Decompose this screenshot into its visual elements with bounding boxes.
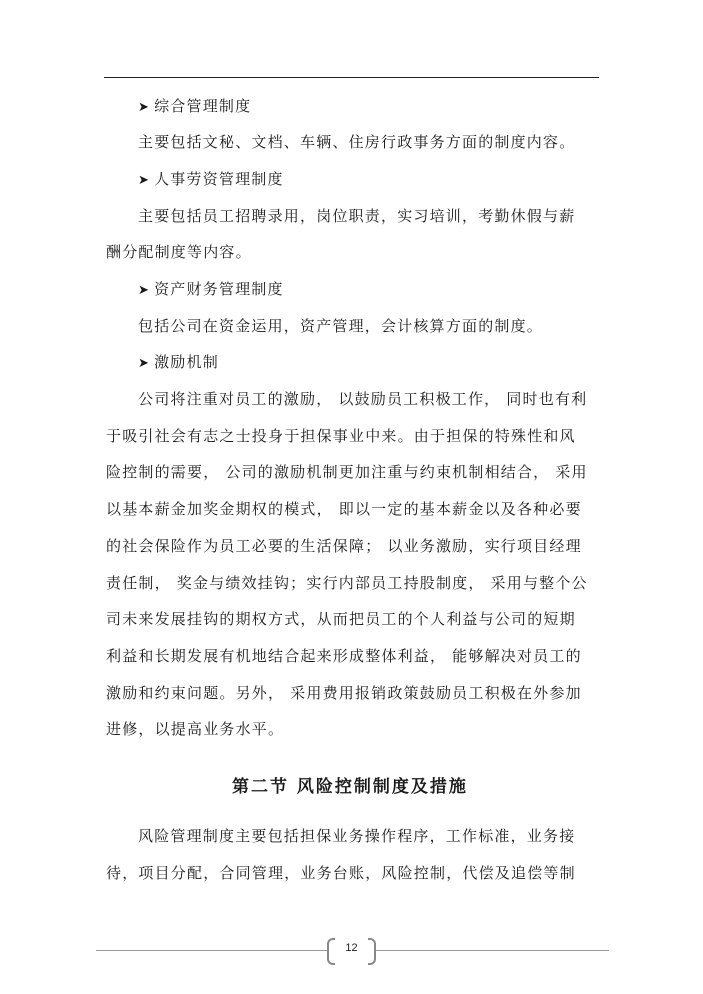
paragraph-line: 险控制的需要， 公司的激励机制更加注重与约束机制相结合， 采用 — [106, 463, 588, 481]
paragraph-line: 责任制， 奖金与绩效挂钩；实行内部员工持股制度， 采用与整个公 — [106, 574, 588, 592]
paragraph-line: 公司将注重对员工的激励， 以鼓励员工积极工作， 同时也有利 — [138, 390, 588, 408]
paragraph-line: 待，项目分配，合同管理，业务台账，风险控制，代偿及追偿等制 — [106, 864, 576, 882]
paragraph-line: 进修，以提高业务水平。 — [106, 720, 285, 738]
paragraph-line: 主要包括文秘、文档、车辆、住房行政事务方面的制度内容。 — [138, 133, 576, 151]
paragraph-line: 主要包括员工招聘录用，岗位职责，实习培训，考勤休假与薪 — [138, 207, 576, 225]
paragraph-line: 利益和长期发展有机地结合起来形成整体利益， 能够解决对员工的 — [106, 647, 582, 665]
arrow-bullet-icon: ➤ — [138, 356, 151, 371]
heading-general-management: ➤ 综合管理制度 — [138, 96, 251, 118]
arrow-bullet-icon: ➤ — [138, 283, 151, 298]
paragraph-line: 的社会保险作为员工必要的生活保障； 以业务激励，实行项目经理 — [106, 537, 582, 555]
paragraph-line: 风险管理制度主要包括担保业务操作程序，工作标准，业务接 — [138, 827, 576, 845]
paragraph-line: 酬分配制度等内容。 — [106, 243, 252, 261]
paragraph-line: 激励和约束问题。另外， 采用费用报销政策鼓励员工积极在外参加 — [106, 684, 582, 702]
footer-rule-left — [96, 950, 327, 951]
paragraph-line: 司未来发展挂钩的期权方式，从而把员工的个人利益与公司的短期 — [106, 610, 576, 628]
paragraph-line: 于吸引社会有志之士投身于担保事业中来。由于担保的特殊性和风 — [106, 427, 576, 445]
section-title: 第二节 风险控制制度及措施 — [232, 777, 468, 797]
heading-asset-finance: ➤ 资产财务管理制度 — [138, 279, 284, 301]
arrow-bullet-icon: ➤ — [138, 173, 151, 188]
header-rule — [104, 77, 599, 78]
paragraph-line: 以基本薪金加奖金期权的模式， 即以一定的基本薪金以及各种必要 — [106, 500, 582, 518]
page-number: 12 — [345, 942, 358, 954]
page-number-box — [327, 938, 376, 963]
arrow-bullet-icon: ➤ — [138, 100, 151, 115]
heading-incentive: ➤ 激励机制 — [138, 352, 219, 374]
paragraph-line: 包括公司在资金运用，资产管理，会计核算方面的制度。 — [138, 317, 544, 335]
footer-rule-right — [376, 950, 609, 951]
heading-hr-management: ➤ 人事劳资管理制度 — [138, 169, 284, 191]
